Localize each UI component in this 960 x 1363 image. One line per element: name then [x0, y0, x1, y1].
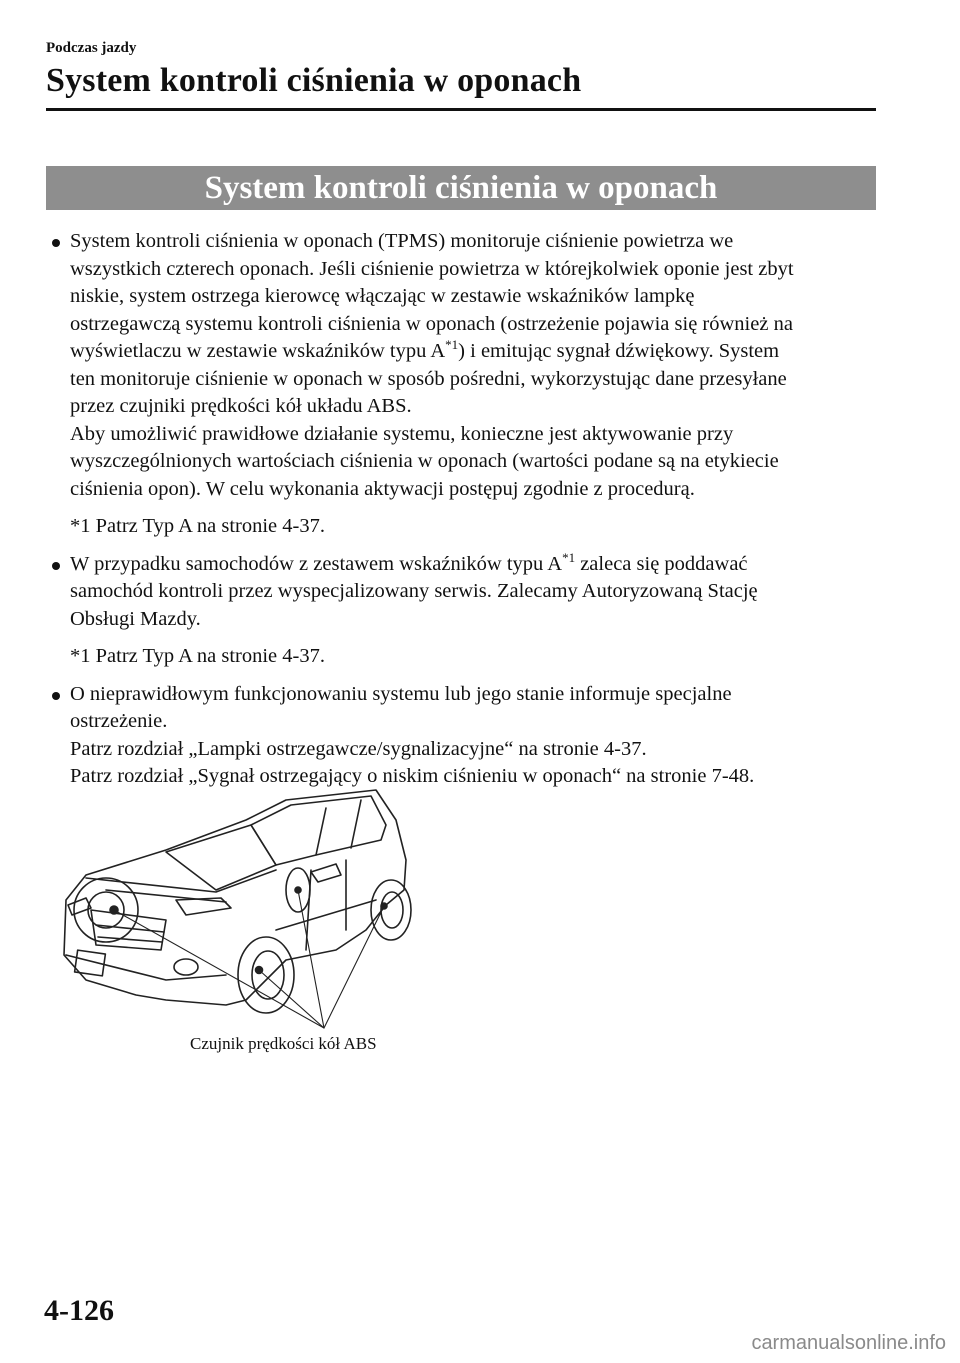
paragraph-line: ten monitoruje ciśnienie w oponach w sposób pośredni, wykorzystując dane przesyłane — [70, 367, 787, 390]
paragraph-line: samochód kontroli przez wyspecjalizowany serwis. Zalecamy Autoryzowaną Stację — [70, 580, 758, 602]
paragraph-line: wyszczególnionych wartościach ciśnienia w oponach (wartości podane są na etykiecie — [70, 450, 779, 472]
text-fragment: wyświetlaczu w zestawie wskaźników typu A — [70, 340, 446, 362]
car-bumper — [66, 955, 226, 980]
text-fragment: zaleca się poddawać — [575, 552, 748, 575]
paragraph-line: ostrzeżenie. — [70, 710, 168, 732]
bullet-item-tpms — [46, 228, 876, 541]
text-fragment: W przypadku samochodów z zestawem wskaźników typu A — [70, 552, 563, 575]
car-windshield — [166, 825, 276, 890]
footnote: *1 Patrz Typ A na stronie 4-37. — [70, 515, 325, 537]
breadcrumb: Podczas jazdy — [46, 40, 137, 56]
paragraph-line: ciśnienia opon). W celu wykonania aktywacji postępuj zgodnie z procedurą. — [70, 477, 695, 500]
car-hood-line — [86, 870, 276, 892]
leader-line — [298, 890, 324, 1028]
car-fog-light — [174, 959, 198, 975]
bullet-icon — [52, 692, 60, 700]
cross-reference-link[interactable]: Patrz rozdział „Lampki ostrzegawcze/sygnalizacyjne“ na stronie 4-37. — [70, 737, 647, 760]
footnote-marker: *1 — [562, 549, 576, 565]
bullet-item-service — [46, 551, 876, 671]
text-fragment: ) i emitując sygnał dźwiękowy. System — [458, 340, 780, 362]
leader-line — [324, 906, 384, 1028]
bullet-icon — [52, 239, 60, 247]
paragraph-line: System kontroli ciśnienia w oponach (TPMS) monitoruje ciśnienie powietrza we — [70, 230, 734, 252]
car-grille — [91, 910, 166, 950]
paragraph-line: ostrzegawczą systemu kontroli ciśnienia w oponach (ostrzeżenie pojawia się również na — [70, 312, 793, 335]
paragraph-line-with-footnote — [70, 338, 876, 366]
car-window — [251, 796, 386, 865]
content-body — [46, 228, 876, 801]
page-number: 4-126 — [44, 1294, 114, 1327]
car-mirror — [311, 864, 341, 882]
paragraph-line: przez czujniki prędkości kół układu ABS. — [70, 395, 412, 417]
paragraph-line: Aby umożliwić prawidłowe działanie systemu, konieczne jest aktywowanie przy — [70, 422, 734, 445]
bullet-icon — [52, 562, 60, 570]
footnote: *1 Patrz Typ A na stronie 4-37. — [70, 645, 325, 667]
paragraph-line-with-footnote — [70, 551, 876, 579]
paragraph-line: wszystkich czterech oponach. Jeśli ciśnienie powietrza w którejkolwiek oponie jest zbyt — [70, 257, 794, 280]
wheel-rear-right — [371, 880, 411, 940]
watermark: carmanualsonline.info — [751, 1332, 946, 1354]
car-window-divider — [351, 800, 361, 848]
leader-line — [114, 910, 324, 1028]
car-body-outline — [64, 790, 406, 1005]
wheel-rear-right-hub — [381, 892, 403, 928]
paragraph-line: O nieprawidłowym funkcjonowaniu systemu lub jego stanie informuje specjalne — [70, 682, 732, 705]
wheel-front-right-hub — [252, 951, 284, 999]
car-side-line — [276, 900, 376, 930]
footnote-marker: *1 — [445, 337, 459, 353]
paragraph-line: niskie, system ostrzega kierowcę włączając w zestawie wskaźników lampkę — [70, 285, 695, 307]
car-window-divider — [316, 808, 326, 855]
wheel-front-right — [238, 937, 294, 1013]
bullet-item-warning — [46, 681, 876, 791]
figure-caption: Czujnik prędkości kół ABS — [190, 1034, 377, 1053]
paragraph-line: Obsługi Mazdy. — [70, 607, 201, 630]
cross-reference-link[interactable]: Patrz rozdział „Sygnał ostrzegający o niskim ciśnieniu w oponach“ na stronie 7-48. — [70, 765, 755, 787]
page-title: System kontroli ciśnienia w oponach — [46, 62, 582, 99]
section-heading: System kontroli ciśnienia w oponach — [46, 166, 876, 210]
title-rule — [46, 108, 876, 111]
